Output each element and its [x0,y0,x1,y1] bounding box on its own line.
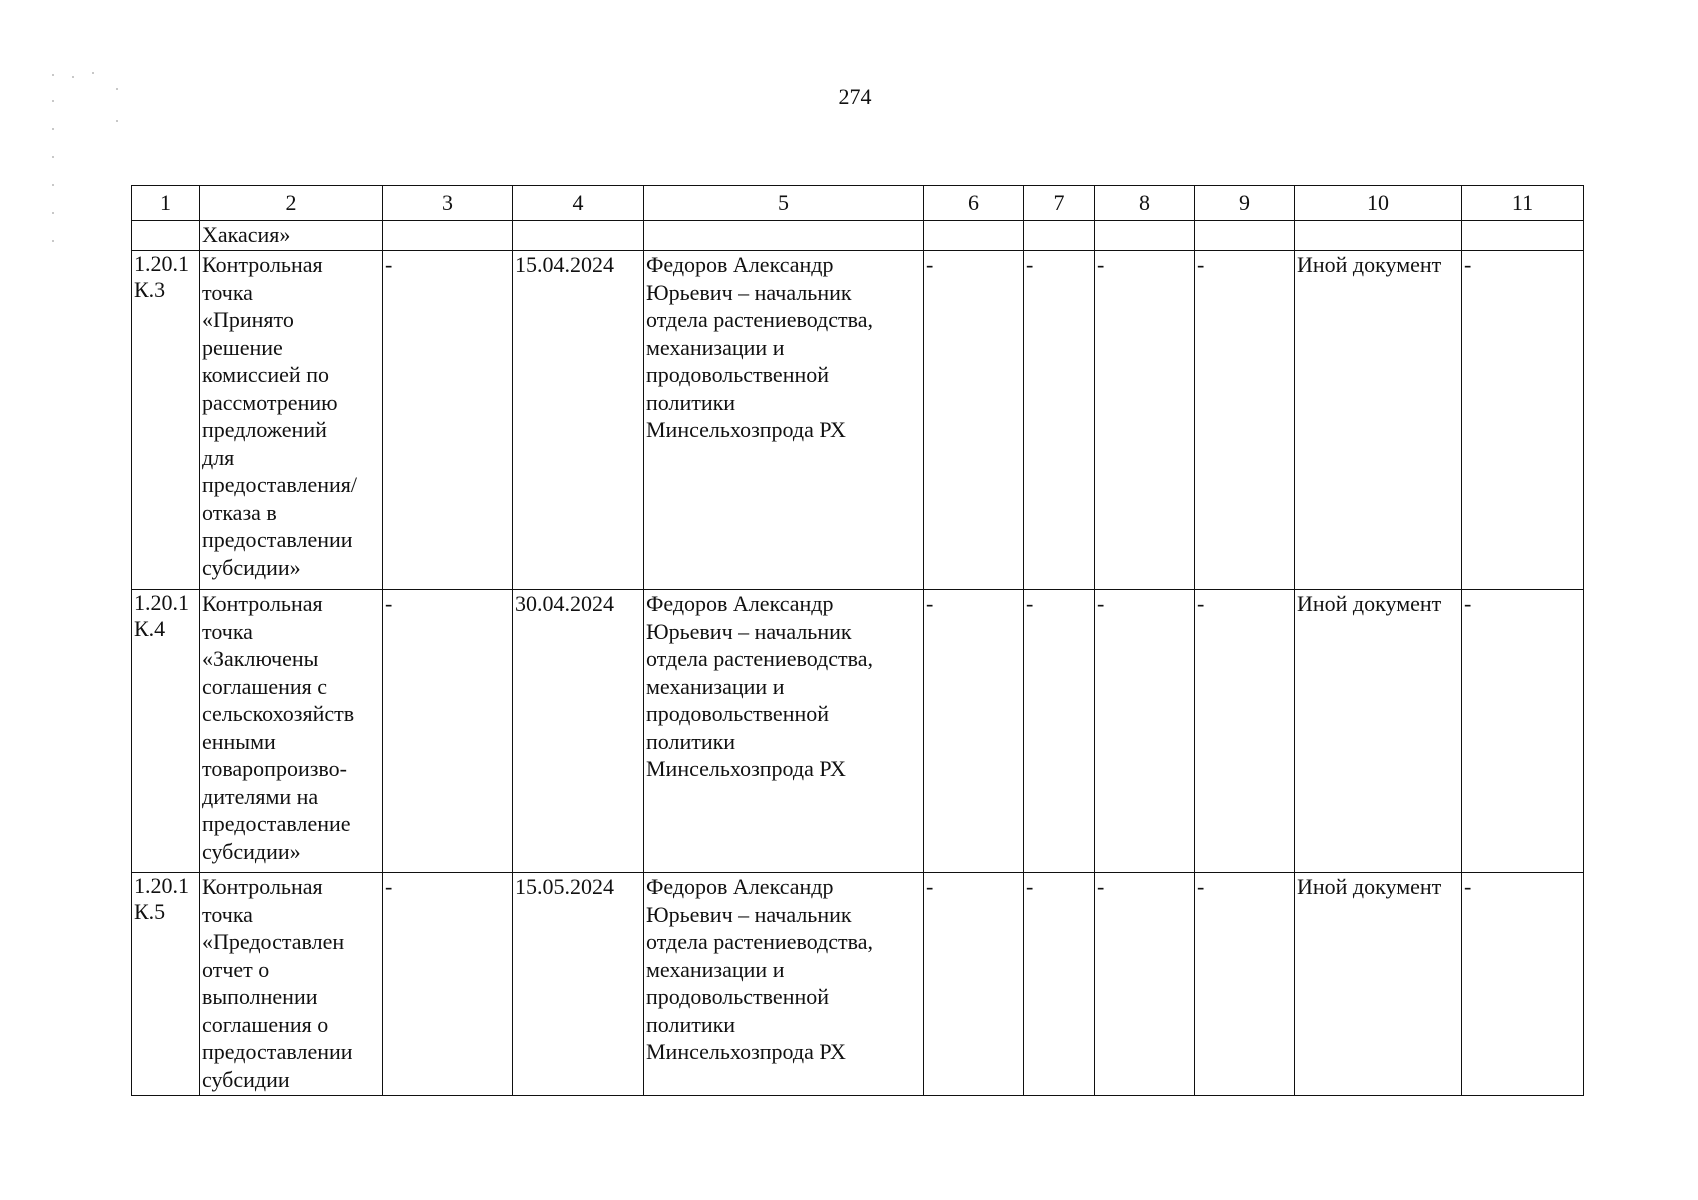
date-cell: 30.04.2024 [513,590,644,873]
column-header: 9 [1195,186,1295,221]
dash-cell: - [383,873,513,1096]
column-number-row [132,186,1584,221]
name-cell: Контрольная точка «Заключены соглашения с сельскохозяйств енными товаропроизво- дителями на предоставление субсидии» [200,590,383,873]
dash-cell: - [1462,590,1584,873]
dash-cell: - [383,590,513,873]
dash-cell: - [924,251,1024,590]
column-header: 11 [1462,186,1584,221]
responsible-cell: Федоров Александр Юрьевич – начальник отдела растениеводства, механизации и продовольственной политики Минсельхозпрода РХ [644,873,924,1096]
continued-name-cell: Хакасия» [200,221,383,251]
column-header: 6 [924,186,1024,221]
table-cell [1295,221,1462,251]
dash-cell: - [1195,873,1295,1096]
dash-cell: - [1195,590,1295,873]
table-cell [644,221,924,251]
table-row [132,251,1584,590]
table-cell [924,221,1024,251]
dash-cell: - [924,590,1024,873]
date-cell: 15.04.2024 [513,251,644,590]
column-header: 10 [1295,186,1462,221]
schedule-table [131,185,1584,1096]
table-cell [132,221,200,251]
dash-cell: - [383,251,513,590]
responsible-cell: Федоров Александр Юрьевич – начальник отдела растениеводства, механизации и продовольственной политики Минсельхозпрода РХ [644,590,924,873]
responsible-cell: Федоров Александр Юрьевич – начальник отдела растениеводства, механизации и продовольственной политики Минсельхозпрода РХ [644,251,924,590]
dash-cell: - [924,873,1024,1096]
page-number: 274 [838,84,872,109]
dash-cell: - [1195,251,1295,590]
table-cell [383,221,513,251]
column-header: 5 [644,186,924,221]
column-header: 8 [1095,186,1195,221]
document-type-cell: Иной документ [1295,590,1462,873]
dash-cell: - [1462,251,1584,590]
continuation-row [132,221,1584,251]
row-number-cell: 1.20.1 К.5 [132,873,200,1096]
table-cell [1195,221,1295,251]
dash-cell: - [1095,251,1195,590]
name-cell: Контрольная точка «Предоставлен отчет о выполнении соглашения о предоставлении субсидии [200,873,383,1096]
document-type-cell: Иной документ [1295,873,1462,1096]
date-cell: 15.05.2024 [513,873,644,1096]
dash-cell: - [1024,251,1095,590]
row-number-cell: 1.20.1 К.4 [132,590,200,873]
column-header: 1 [132,186,200,221]
dash-cell: - [1462,873,1584,1096]
column-header: 7 [1024,186,1095,221]
column-header: 2 [200,186,383,221]
table-cell [1462,221,1584,251]
table-cell [1095,221,1195,251]
dash-cell: - [1095,590,1195,873]
table-row [132,873,1584,1096]
name-cell: Контрольная точка «Принято решение комиссией по рассмотрению предложений для предоставления/ отказа в предоставлении субсидии» [200,251,383,590]
table-row [132,590,1584,873]
table-cell [513,221,644,251]
dash-cell: - [1024,590,1095,873]
table-cell [1024,221,1095,251]
column-header: 3 [383,186,513,221]
dash-cell: - [1095,873,1195,1096]
column-header: 4 [513,186,644,221]
document-type-cell: Иной документ [1295,251,1462,590]
dash-cell: - [1024,873,1095,1096]
row-number-cell: 1.20.1 К.3 [132,251,200,590]
